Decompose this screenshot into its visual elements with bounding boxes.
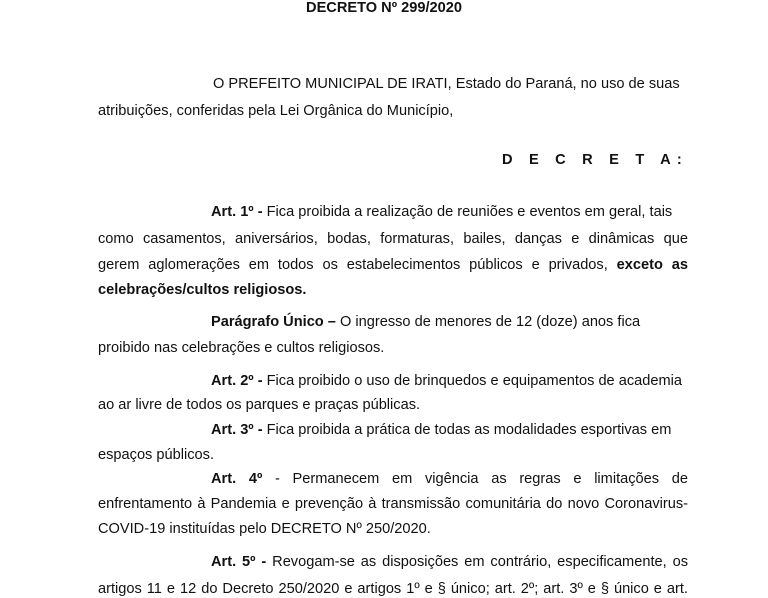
article-1-label: Art. 1º - [211,204,263,220]
paragrafo-label: Parágrafo Único – [211,314,336,330]
article-4-line-1 [211,470,688,488]
preamble-line-1: O PREFEITO MUNICIPAL DE IRATI, Estado do Paraná, no uso de suas [213,76,680,92]
article-4-line-2: enfrentamento à Pandemia e prevenção à transmissão comunitária do novo Coronavirus- [98,496,688,512]
article-5-line-1 [211,553,688,571]
article-3-line-2: espaços públicos. [98,447,215,463]
article-2-line-1 [211,372,682,390]
paragrafo-text-1: O ingresso de menores de 12 (doze) anos fica [335,314,641,330]
paragrafo-line-1 [211,313,640,331]
article-4-text-1: - Permanecem em vigência as regras e limitações de [262,471,688,487]
paragrafo-line-2: proibido nas celebrações e cultos religiosos. [98,340,385,356]
article-5-text-1: Revogam-se as disposições em contrário, especificamente, os [266,554,688,570]
article-1-line-4: celebrações/cultos religiosos. [98,282,307,298]
article-1-line-1 [211,203,672,221]
decreta-heading: D E C R E T A: [502,152,688,168]
article-3-line-1 [211,421,671,439]
article-3-text-1: Fica proibida a prática de todas as modalidades esportivas em [262,422,672,438]
decree-title: DECRETO Nº 299/2020 [306,0,462,16]
article-1-text-1: Fica proibida a realização de reuniões e eventos em geral, tais [262,204,673,220]
article-1-line-3 [98,256,688,274]
article-5-line-2: artigos 11 e 12 do Decreto 250/2020 e artigos 1º e § único; art. 2º; art. 3º e § único e art. [98,581,688,597]
article-2-label: Art. 2º - [211,373,263,389]
article-1-line-2: como casamentos, aniversários, bodas, formaturas, bailes, danças e dinâmicas que [98,231,688,247]
article-4-line-3: COVID-19 instituídas pelo DECRETO Nº 250/2020. [98,521,431,537]
article-2-text-1: Fica proibido o uso de brinquedos e equipamentos de academia [262,373,683,389]
article-3-label: Art. 3º - [211,422,263,438]
article-1-exception: exceto as [616,257,688,273]
article-2-line-2: ao ar livre de todos os parques e praças públicas. [98,397,421,413]
article-4-label: Art. 4º [211,471,263,487]
article-1-text-3: gerem aglomerações em todos os estabelecimentos públicos e privados, [98,257,608,273]
preamble-line-2: atribuições, conferidas pela Lei Orgânica do Município, [98,103,454,119]
article-5-label: Art. 5º - [211,554,267,570]
